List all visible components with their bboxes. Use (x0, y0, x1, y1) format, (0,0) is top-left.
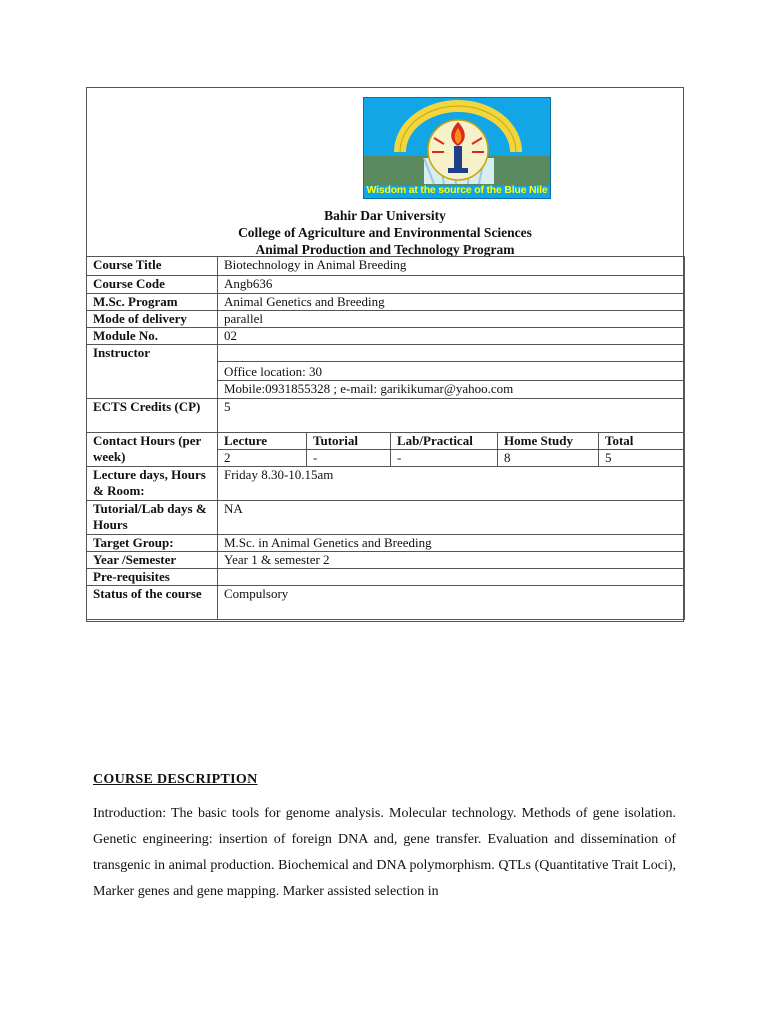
hours-header-total: Total (599, 433, 685, 450)
table-row (87, 552, 685, 569)
hours-header-tutorial: Tutorial (307, 433, 391, 450)
table-row (87, 569, 685, 586)
course-title-label: Course Title (87, 257, 218, 276)
msc-program-value: Animal Genetics and Breeding (218, 294, 685, 311)
institution-heading (87, 207, 683, 258)
table-row (87, 294, 685, 311)
course-description-text: Introduction: The basic tools for genome analysis. Molecular technology. Methods of gene isolation. Genetic engineering: insertion of foreign DNA and, gene transfer. Evaluation and dissemination of transgenic in animal production. Biochemical and DNA polymorphism. QTLs (Quantitative Trait Loci), Marker genes and gene mapping. Marker assisted selection in (93, 806, 676, 899)
header-block (87, 88, 683, 256)
table-row (87, 276, 685, 294)
prerequisites-value (218, 569, 685, 586)
course-status-label: Status of the course (87, 586, 218, 620)
ects-credits-value: 5 (218, 399, 685, 433)
course-info-table (86, 256, 685, 620)
msc-program-label: M.Sc. Program (87, 294, 218, 311)
hours-header-lab: Lab/Practical (391, 433, 498, 450)
hours-header-lecture: Lecture (218, 433, 307, 450)
table-row (87, 311, 685, 328)
office-location-value: Office location: 30 (218, 362, 685, 381)
tutorial-lab-label: Tutorial/Lab days & Hours (87, 501, 218, 535)
hours-value-home-study: 8 (498, 450, 599, 467)
table-row (87, 586, 685, 620)
hours-value-total: 5 (599, 450, 685, 467)
ects-credits-label: ECTS Credits (CP) (87, 399, 218, 433)
instructor-contact-value: Mobile:0931855328 ; e-mail: garikikumar@yahoo.com (218, 381, 685, 399)
table-row (87, 467, 685, 501)
module-no-value: 02 (218, 328, 685, 345)
target-group-label: Target Group: (87, 535, 218, 552)
instructor-label: Instructor (87, 345, 218, 399)
course-description-heading: COURSE DESCRIPTION (93, 772, 258, 787)
table-row (87, 257, 685, 276)
instructor-name-value (218, 345, 685, 362)
lecture-days-label: Lecture days, Hours & Room: (87, 467, 218, 501)
prerequisites-label: Pre-requisites (87, 569, 218, 586)
module-no-label: Module No. (87, 328, 218, 345)
mode-of-delivery-label: Mode of delivery (87, 311, 218, 328)
course-info-frame (86, 87, 684, 622)
table-row (87, 433, 685, 450)
lecture-days-value: Friday 8.30-10.15am (218, 467, 685, 501)
program-name: Animal Production and Technology Program (255, 242, 515, 257)
hours-value-lab: - (391, 450, 498, 467)
table-row (87, 501, 685, 535)
table-row (87, 399, 685, 433)
year-semester-value: Year 1 & semester 2 (218, 552, 685, 569)
college-name: College of Agriculture and Environmental Sciences (238, 225, 532, 240)
contact-hours-label: Contact Hours (per week) (87, 433, 218, 467)
mode-of-delivery-value: parallel (218, 311, 685, 328)
course-code-value: Angb636 (218, 276, 685, 294)
course-status-value: Compulsory (218, 586, 685, 620)
hours-header-home-study: Home Study (498, 433, 599, 450)
hours-value-tutorial: - (307, 450, 391, 467)
table-row (87, 328, 685, 345)
table-row (87, 535, 685, 552)
course-code-label: Course Code (87, 276, 218, 294)
university-logo (363, 97, 551, 199)
table-row (87, 345, 685, 362)
logo-motto: Wisdom at the source of the Blue Nile (366, 184, 548, 196)
hours-value-lecture: 2 (218, 450, 307, 467)
university-name: Bahir Dar University (324, 208, 446, 223)
year-semester-label: Year /Semester (87, 552, 218, 569)
target-group-value: M.Sc. in Animal Genetics and Breeding (218, 535, 685, 552)
course-title-value: Biotechnology in Animal Breeding (218, 257, 685, 276)
tutorial-lab-value: NA (218, 501, 685, 535)
